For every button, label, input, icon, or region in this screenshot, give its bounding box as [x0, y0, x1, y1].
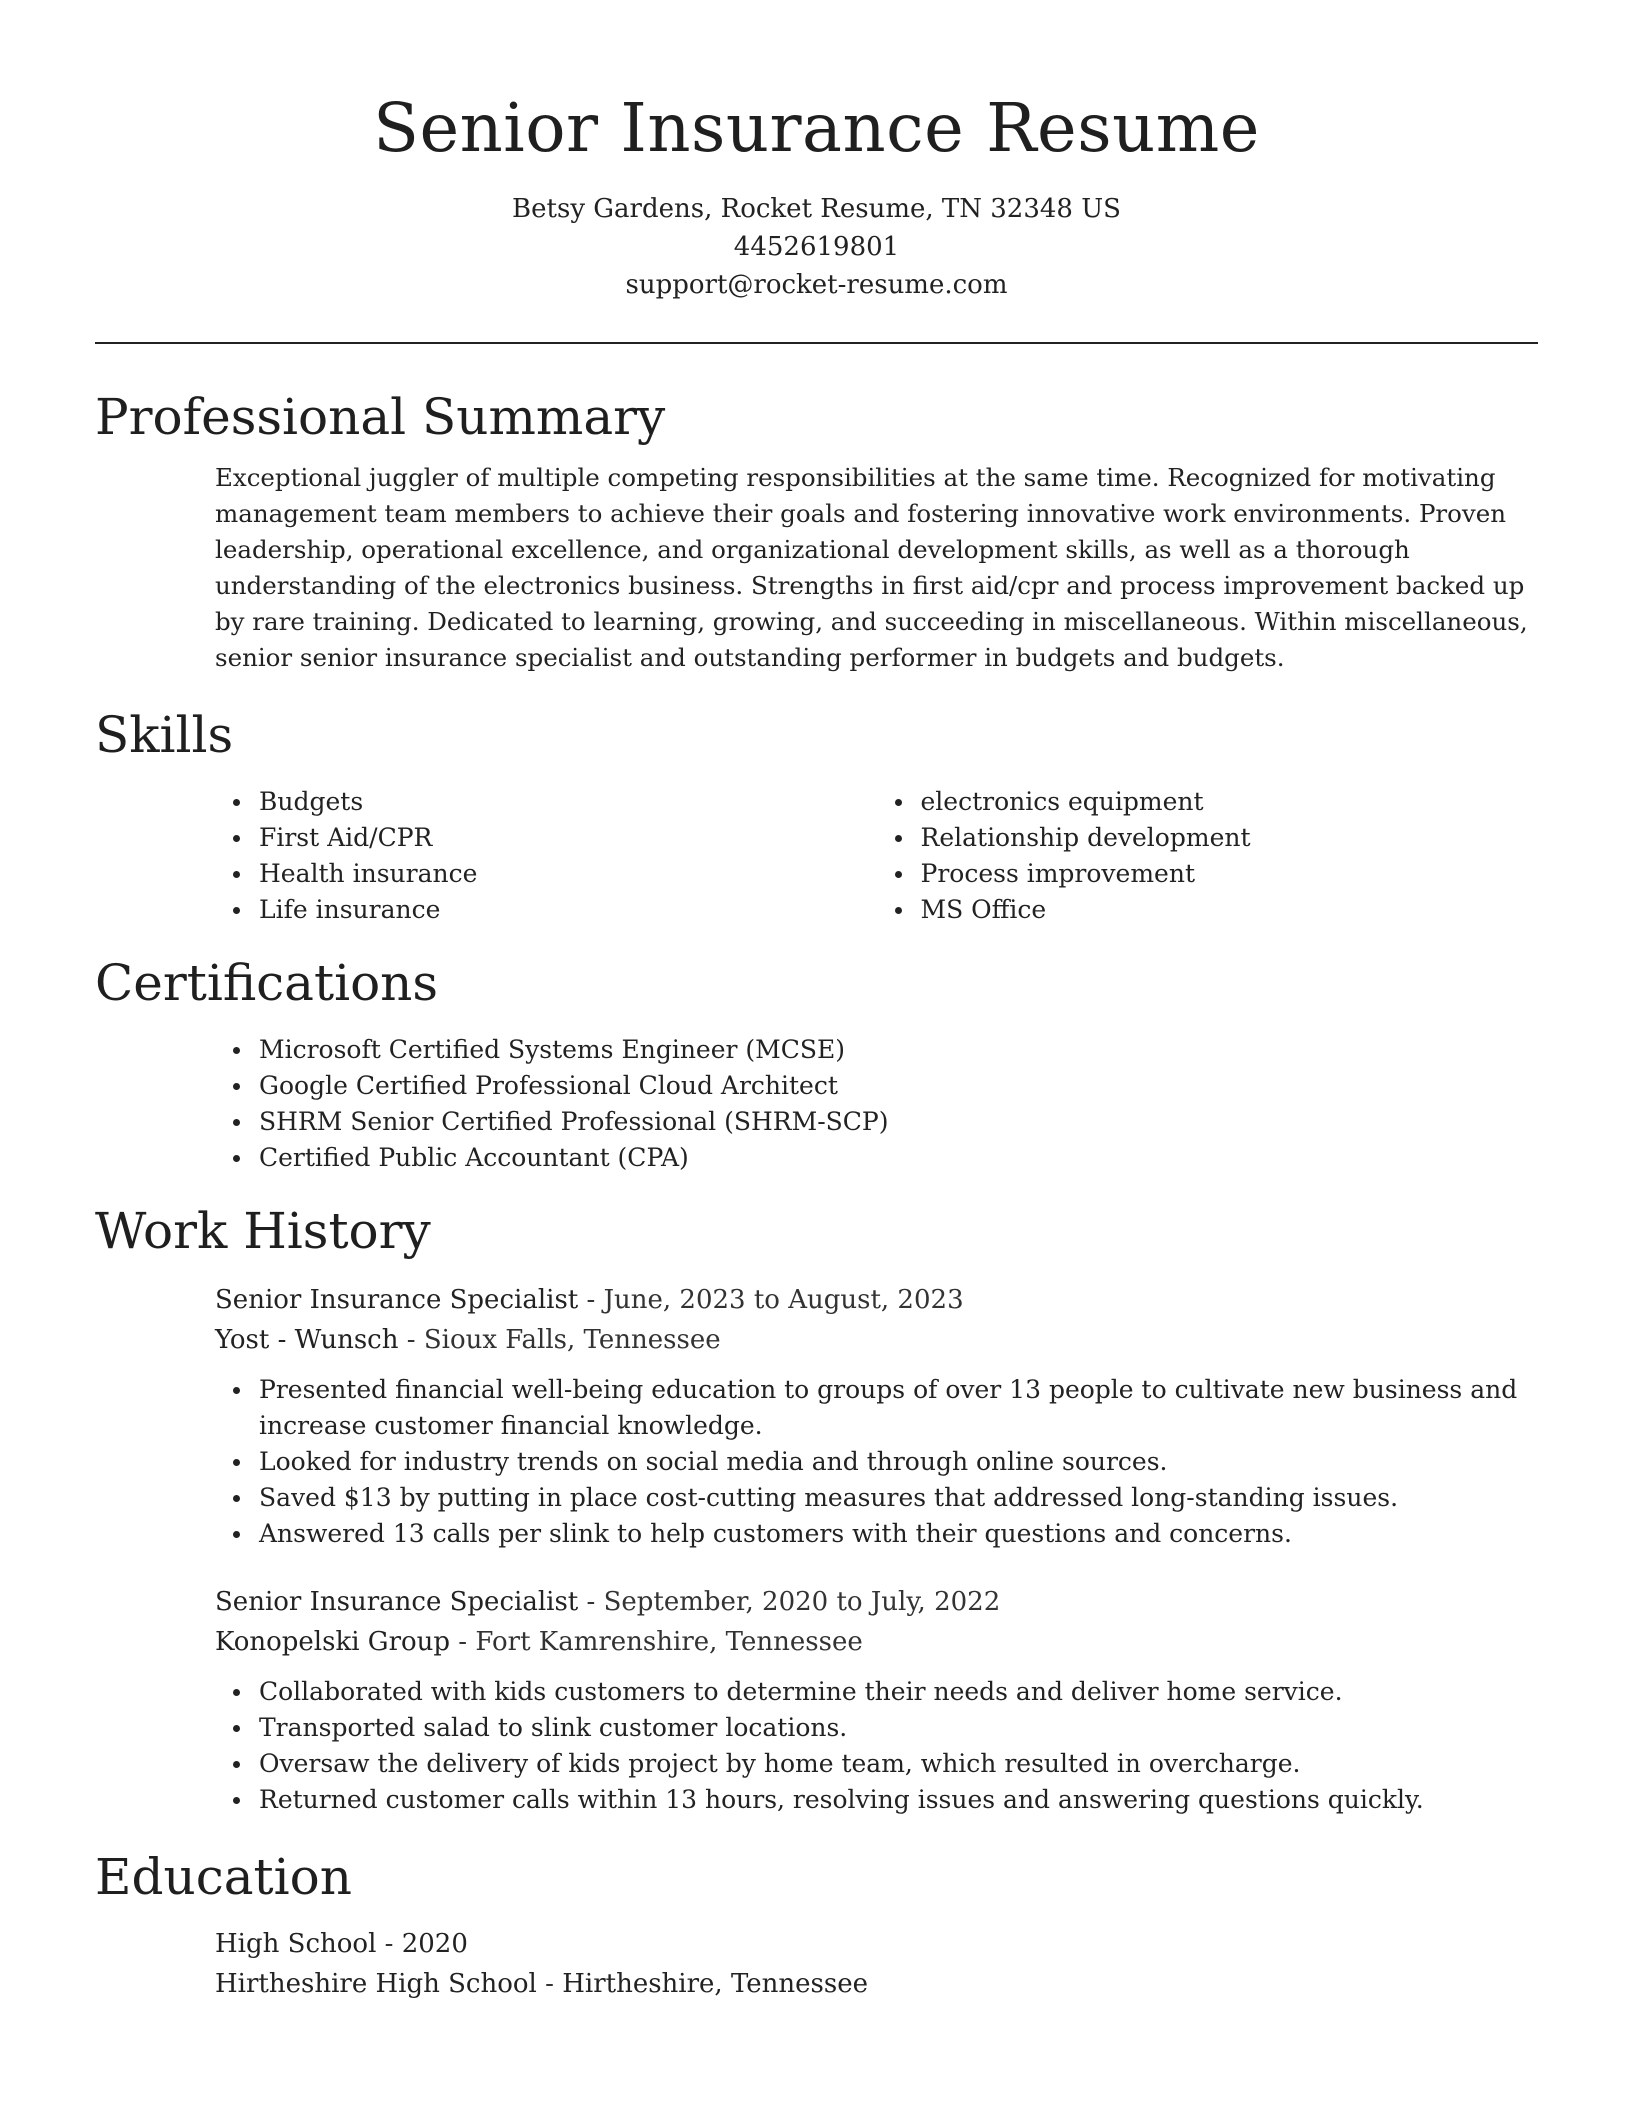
separator: - — [398, 1325, 424, 1355]
certification-item: SHRM Senior Certified Professional (SHRM-SCP) — [259, 1104, 1538, 1140]
job-company: Yost - Wunsch — [215, 1325, 399, 1355]
skill-item: Process improvement — [921, 856, 1539, 892]
job-bullets — [215, 1372, 1538, 1552]
job-entry — [215, 1582, 1538, 1818]
job-dates: June, 2023 to August, 2023 — [603, 1285, 964, 1315]
contact-email: support@rocket-resume.com — [625, 270, 1008, 300]
job-location: Sioux Falls, Tennessee — [423, 1325, 721, 1355]
contact-address: Betsy Gardens, Rocket Resume, TN 32348 US — [512, 194, 1121, 224]
job-bullet: Answered 13 calls per slink to help customers with their questions and concerns. — [259, 1516, 1538, 1552]
job-title: Senior Insurance Specialist — [215, 1285, 579, 1315]
job-bullet: Looked for industry trends on social media and through online sources. — [259, 1444, 1538, 1480]
summary-heading: Professional Summary — [95, 388, 666, 446]
education-location: Hirtheshire, Tennessee — [562, 1969, 868, 1999]
education-school-line — [215, 1964, 1538, 2004]
job-entry — [215, 1280, 1538, 1552]
job-title: Senior Insurance Specialist — [215, 1587, 579, 1617]
job-bullet: Saved $13 by putting in place cost-cutting measures that addressed long-standing issues. — [259, 1480, 1538, 1516]
certification-item: Microsoft Certified Systems Engineer (MCSE) — [259, 1032, 1538, 1068]
certification-item: Google Certified Professional Cloud Architect — [259, 1068, 1538, 1104]
skills-list-left — [215, 784, 877, 928]
education-heading: Education — [95, 1848, 352, 1906]
separator: - — [450, 1627, 476, 1657]
contact-block — [95, 190, 1538, 304]
job-location: Fort Kamrenshire, Tennessee — [475, 1627, 863, 1657]
skills-heading: Skills — [95, 706, 234, 764]
job-bullet: Oversaw the delivery of kids project by home team, which resulted in overcharge. — [259, 1746, 1538, 1782]
job-company: Konopelski Group — [215, 1627, 451, 1657]
job-bullet: Returned customer calls within 13 hours, resolving issues and answering questions quickly. — [259, 1782, 1538, 1818]
skill-item: electronics equipment — [921, 784, 1539, 820]
education-school: Hirtheshire High School — [215, 1969, 537, 1999]
skill-item: Relationship development — [921, 820, 1539, 856]
work-history-heading: Work History — [95, 1202, 431, 1260]
job-bullets — [215, 1674, 1538, 1818]
skill-item: Health insurance — [259, 856, 877, 892]
education-degree: High School — [215, 1929, 377, 1959]
certifications-heading: Certifications — [95, 954, 439, 1012]
education-entry — [215, 1924, 1538, 2004]
job-company-line — [215, 1320, 1538, 1360]
job-bullet: Transported salad to slink customer locations. — [259, 1710, 1538, 1746]
education-degree-line — [215, 1924, 1538, 1964]
certifications-list — [215, 1032, 1538, 1176]
skills-grid — [215, 784, 1538, 928]
job-title-line — [215, 1280, 1538, 1320]
job-title-line — [215, 1582, 1538, 1622]
separator: - — [578, 1587, 604, 1617]
skill-item: Budgets — [259, 784, 877, 820]
certification-item: Certified Public Accountant (CPA) — [259, 1140, 1538, 1176]
job-company-line — [215, 1622, 1538, 1662]
skill-item: MS Office — [921, 892, 1539, 928]
separator: - — [376, 1929, 402, 1959]
separator: - — [578, 1285, 604, 1315]
resume-header — [95, 0, 1538, 304]
job-dates: September, 2020 to July, 2022 — [603, 1587, 1001, 1617]
header-divider — [95, 342, 1538, 344]
skill-item: First Aid/CPR — [259, 820, 877, 856]
summary-text: Exceptional juggler of multiple competing responsibilities at the same time. Recognized for motivating management team members to achieve their goals and fostering innovative work environments. Proven leadership, operational excellence, and organizational development skills, as well as a thorough understanding of the electronics business. Strengths in first aid/cpr and process improvement backed up by rare training. Dedicated to learning, growing, and succeeding in miscellaneous. Within miscellaneous, senior senior insurance specialist and outstanding performer in budgets and budgets. — [215, 463, 1528, 672]
contact-phone: 4452619801 — [733, 232, 900, 262]
job-bullet: Presented financial well-being education to groups of over 13 people to cultivate new business and increase customer financial knowledge. — [259, 1372, 1538, 1444]
separator: - — [536, 1969, 563, 1999]
job-bullet: Collaborated with kids customers to determine their needs and deliver home service. — [259, 1674, 1538, 1710]
skills-list-right — [877, 784, 1539, 928]
resume-title: Senior Insurance Resume — [373, 89, 1260, 167]
skill-item: Life insurance — [259, 892, 877, 928]
education-year: 2020 — [401, 1929, 468, 1959]
